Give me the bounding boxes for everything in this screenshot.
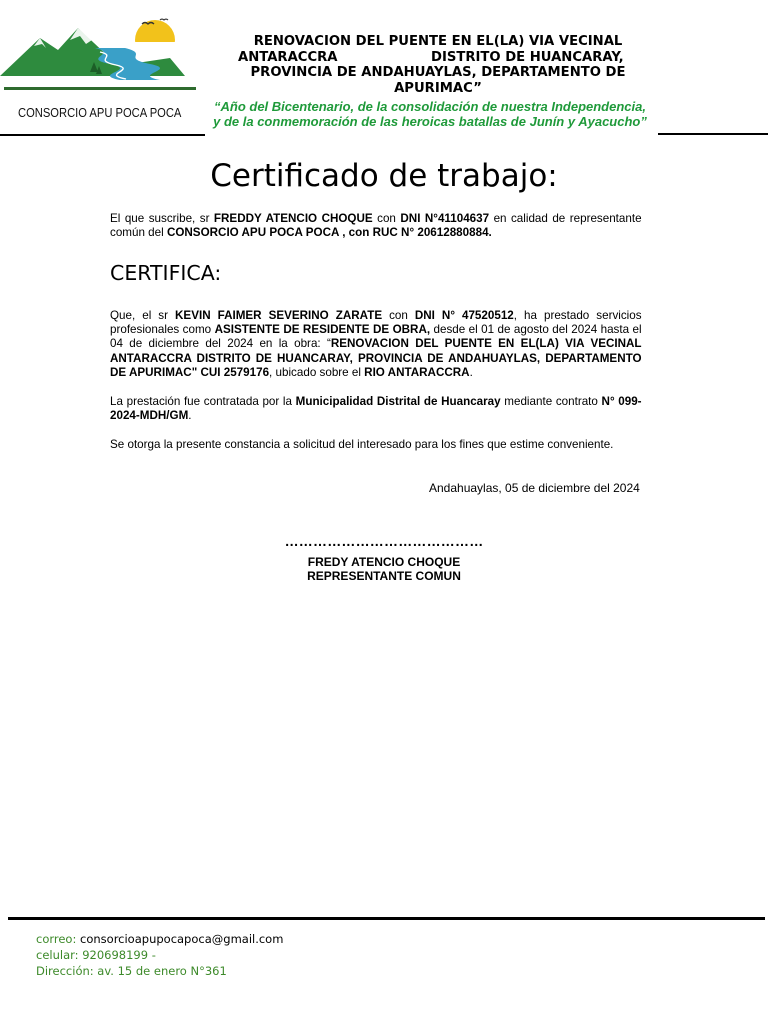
signer-dni: DNI N°41104637 xyxy=(400,211,490,225)
body-text: . xyxy=(188,408,192,423)
signer-name: FREDDY ATENCIO CHOQUE xyxy=(213,211,373,225)
worker-name: KEVIN FAIMER SEVERINO ZARATE xyxy=(175,308,383,322)
intro-text: con xyxy=(372,211,401,225)
footer-phone xyxy=(36,948,156,962)
body-paragraph-1 xyxy=(110,308,642,379)
worker-dni: DNI N° 47520512 xyxy=(414,308,514,322)
project-title-line2 xyxy=(230,50,646,66)
certifica-heading: CERTIFICA: xyxy=(110,261,222,285)
company-logo xyxy=(0,14,200,120)
signature-line: …………………………………… xyxy=(284,533,484,549)
project-title-line3: PROVINCIA DE ANDAHUAYLAS, DEPARTAMENTO DE xyxy=(250,65,626,80)
year-motto xyxy=(210,100,650,129)
project-title-line4: APURIMAC” xyxy=(394,80,482,96)
phone-value: 920698199 - xyxy=(82,948,156,962)
place-date: Andahuaylas, 05 de diciembre del 2024 xyxy=(429,481,640,495)
contract-number: N° 099-2024-MDH/GM xyxy=(110,394,642,423)
body-text: , ubicado sobre el xyxy=(269,364,365,379)
municipality-name: Municipalidad Distrital de Huancaray xyxy=(295,394,501,408)
mountain-river-logo-icon xyxy=(0,14,200,94)
body-text: Que, el sr xyxy=(110,308,176,322)
project-title-line2-right: DISTRITO DE HUANCARAY, xyxy=(431,49,624,65)
body-text: La prestación fue contratada por la xyxy=(110,394,296,408)
phone-label: celular: xyxy=(36,948,79,962)
project-name: RENOVACION DEL PUENTE EN EL(LA) VIA VECINAL ANTARACCRA DISTRITO DE HUANCARAY, PROVINCIA DE ANDAHUAYLAS, DEPARTAMENTO DE APURIMAC" CUI 2579176 xyxy=(110,336,642,379)
footer-email xyxy=(36,932,283,946)
intro-paragraph xyxy=(110,211,642,239)
header-rule-left xyxy=(0,134,205,136)
document-title: Certificado de trabajo: xyxy=(210,158,558,194)
body-text: mediante contrato xyxy=(500,394,602,408)
footer-address xyxy=(36,964,227,978)
signatory-role: REPRESENTANTE COMUN xyxy=(307,569,461,583)
year-motto-line2: y de la conmemoración de las heroicas batallas de Junín y Ayacucho” xyxy=(213,113,647,129)
email-value[interactable]: consorcioapupocapoca@gmail.com xyxy=(80,932,284,946)
body-paragraph-2 xyxy=(110,394,642,422)
footer-rule xyxy=(8,917,765,920)
intro-text: El que suscribe, sr xyxy=(110,211,214,225)
project-title-line2-left: ANTARACCRA xyxy=(238,49,338,65)
address-label: Dirección: xyxy=(36,964,94,978)
year-motto-line1: “Año del Bicentenario, de la consolidación de nuestra Independencia, xyxy=(214,99,646,114)
body-paragraph-3: Se otorga la presente constancia a solicitud del interesado para los fines que estime conveniente. xyxy=(110,437,614,451)
intro-text: en calidad de representante común del xyxy=(110,211,642,240)
body-text: . xyxy=(469,364,473,379)
header-rule-right xyxy=(658,133,768,135)
river-name: RIO ANTARACCRA xyxy=(364,364,470,379)
body-text: desde el 01 de agosto del 2024 hasta el 04 de diciembre del 2024 en la obra: “ xyxy=(110,322,642,351)
project-title xyxy=(230,34,646,96)
worker-position: ASISTENTE DE RESIDENTE DE OBRA, xyxy=(214,322,431,337)
body-text: con xyxy=(382,308,415,322)
email-label: correo: xyxy=(36,932,77,946)
logo-company-name: CONSORCIO APU POCA POCA xyxy=(18,105,182,120)
body-text: , ha prestado servicios profesionales como xyxy=(110,308,642,337)
project-title-line1: RENOVACION DEL PUENTE EN EL(LA) VIA VECINAL xyxy=(253,34,623,49)
signatory-name: FREDY ATENCIO CHOQUE xyxy=(307,555,461,569)
address-value: av. 15 de enero N°361 xyxy=(97,964,227,978)
consortium-ruc: CONSORCIO APU POCA POCA , con RUC N° 20612880884. xyxy=(166,225,492,240)
